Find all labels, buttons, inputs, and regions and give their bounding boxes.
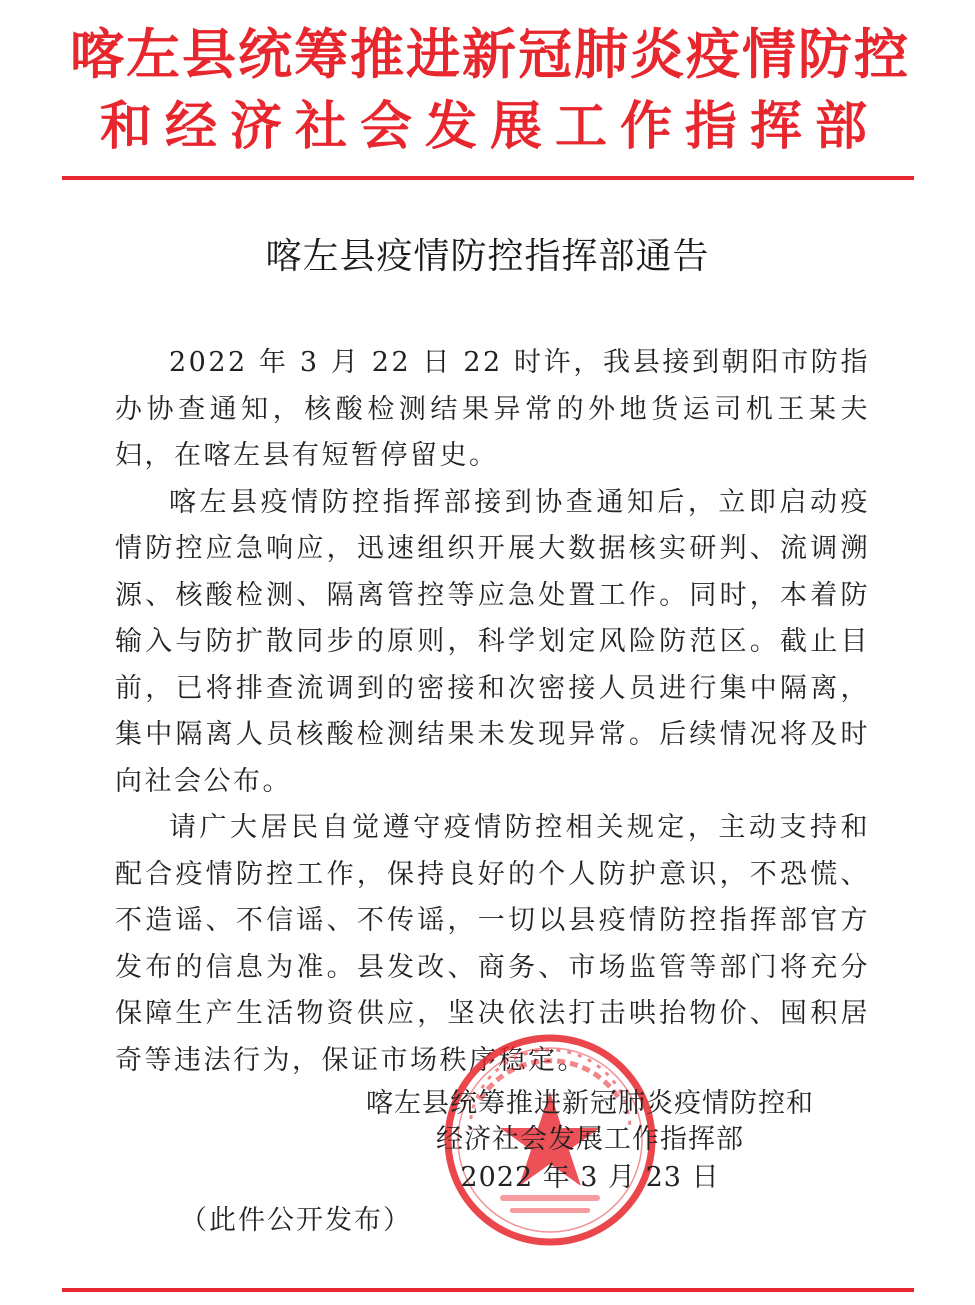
paragraph-2: 喀左县疫情防控指挥部接到协查通知后，立即启动疫情防控应急响应，迅速组织开展大数据核实研判、流调溯源、核酸检测、隔离管控等应急处置工作。同时，本着防输入与防扩散同步的原则，科学划定风险防范区。截止目前，已将排查流调到的密接和次密接人员进行集中隔离，集中隔离人员核酸检测结果未发现异常。后续情况将及时向社会公布。 — [115, 486, 870, 797]
bottom-red-rule — [62, 1288, 914, 1292]
letterhead-line-2: 和经济社会发展工作指挥部 — [99, 97, 880, 157]
signature-date: 2022 年 3 月 23 日 — [460, 1162, 720, 1193]
paragraph-1: 2022 年 3 月 22 日 22 时许，我县接到朝阳市防指办协查通知，核酸检测结果异常的外地货运司机王某夫妇，在喀左县有短暂停留史。 — [115, 347, 870, 471]
signature-block — [330, 1086, 850, 1196]
document-title: 喀左县疫情防控指挥部通告 — [265, 236, 710, 277]
public-release-note: （此件公开发布） — [180, 1205, 412, 1236]
notice-body — [115, 340, 870, 1084]
top-red-rule — [62, 176, 914, 180]
paragraph-3: 请广大居民自觉遵守疫情防控相关规定，主动支持和配合疫情防控工作，保持良好的个人防护意识，不恐慌、不造谣、不信谣、不传谣，一切以县疫情防控指挥部官方发布的信息为准。县发改、商务、市场监管等部门将充分保障生产生活物资供应，坚决依法打击哄抬物价、囤积居奇等违法行为，保证市场秩序稳定。 — [115, 812, 870, 1076]
signature-org-line-1: 喀左县统筹推进新冠肺炎疫情防控和 — [366, 1088, 814, 1119]
letterhead — [60, 18, 920, 162]
signature-org-line-2: 经济社会发展工作指挥部 — [436, 1124, 744, 1155]
letterhead-line-1: 喀左县统筹推进新冠肺炎疫情防控 — [70, 23, 910, 86]
